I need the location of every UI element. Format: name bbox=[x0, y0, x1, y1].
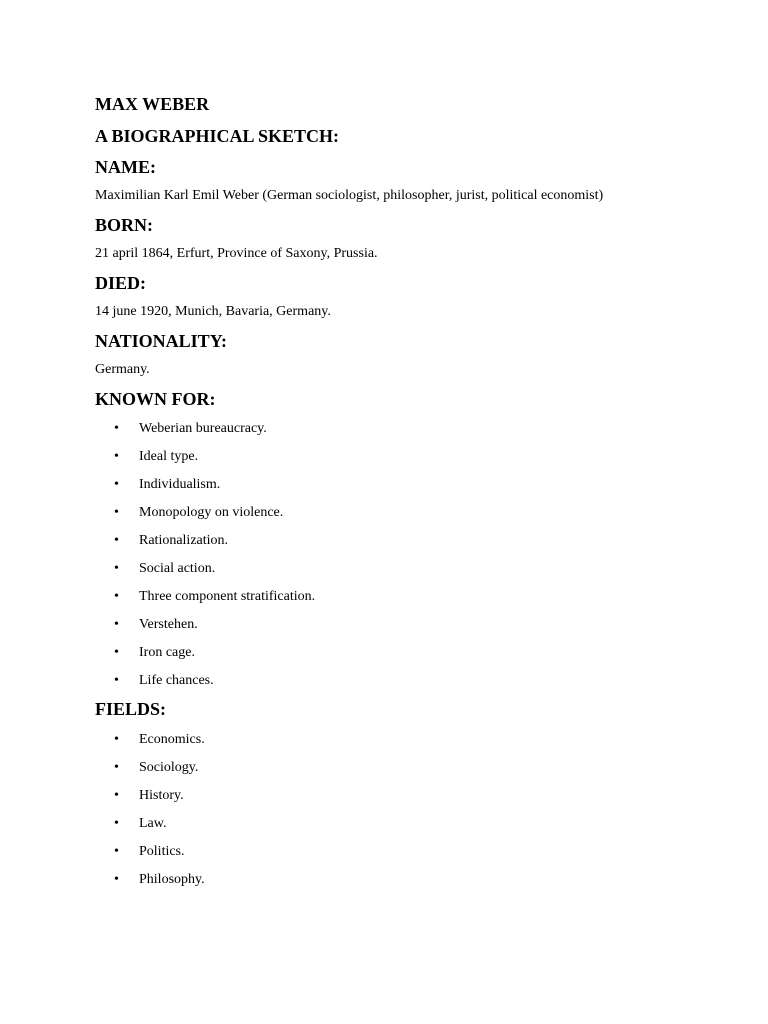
list-item-text: Verstehen. bbox=[139, 617, 198, 632]
died-value: 14 june 1920, Munich, Bavaria, Germany. bbox=[95, 304, 331, 319]
fields-heading: FIELDS: bbox=[95, 699, 167, 719]
nationality-heading: NATIONALITY: bbox=[95, 331, 228, 351]
bullet-icon: • bbox=[114, 673, 119, 688]
list-item-text: Life chances. bbox=[139, 673, 214, 688]
bullet-icon: • bbox=[114, 533, 119, 548]
bullet-icon: • bbox=[114, 645, 119, 660]
born-heading: BORN: bbox=[95, 215, 153, 235]
name-value: Maximilian Karl Emil Weber (German sociologist, philosopher, jurist, political economist) bbox=[95, 188, 604, 203]
nationality-value: Germany. bbox=[95, 362, 150, 377]
bullet-icon: • bbox=[114, 872, 119, 887]
bullet-icon: • bbox=[114, 421, 119, 436]
list-item-text: Monopology on violence. bbox=[139, 505, 284, 520]
name-heading: NAME: bbox=[95, 157, 156, 177]
list-item-text: Politics. bbox=[139, 844, 185, 859]
bullet-icon: • bbox=[114, 505, 119, 520]
list-item-text: Philosophy. bbox=[139, 872, 205, 887]
list-item-text: Ideal type. bbox=[139, 449, 199, 464]
list-item-text: Social action. bbox=[139, 561, 216, 576]
list-item-text: Iron cage. bbox=[139, 645, 195, 660]
list-item-text: History. bbox=[139, 788, 184, 803]
bullet-icon: • bbox=[114, 477, 119, 492]
list-item-text: Three component stratification. bbox=[139, 589, 316, 604]
list-item-text: Individualism. bbox=[139, 477, 221, 492]
bullet-icon: • bbox=[114, 589, 119, 604]
list-item-text: Law. bbox=[139, 816, 167, 831]
bullet-icon: • bbox=[114, 732, 119, 747]
document-title: MAX WEBER bbox=[95, 94, 210, 114]
list-item-text: Economics. bbox=[139, 732, 205, 747]
bullet-icon: • bbox=[114, 561, 119, 576]
bullet-icon: • bbox=[114, 844, 119, 859]
born-value: 21 april 1864, Erfurt, Province of Saxony, Prussia. bbox=[95, 246, 378, 261]
bullet-icon: • bbox=[114, 760, 119, 775]
bullet-icon: • bbox=[114, 449, 119, 464]
known-for-heading: KNOWN FOR: bbox=[95, 389, 216, 409]
bullet-icon: • bbox=[114, 617, 119, 632]
list-item-text: Rationalization. bbox=[139, 533, 229, 548]
list-item-text: Sociology. bbox=[139, 760, 199, 775]
died-heading: DIED: bbox=[95, 273, 147, 293]
list-item-text: Weberian bureaucracy. bbox=[139, 421, 267, 436]
bullet-icon: • bbox=[114, 816, 119, 831]
bullet-icon: • bbox=[114, 788, 119, 803]
document-subtitle: A BIOGRAPHICAL SKETCH: bbox=[95, 126, 340, 146]
